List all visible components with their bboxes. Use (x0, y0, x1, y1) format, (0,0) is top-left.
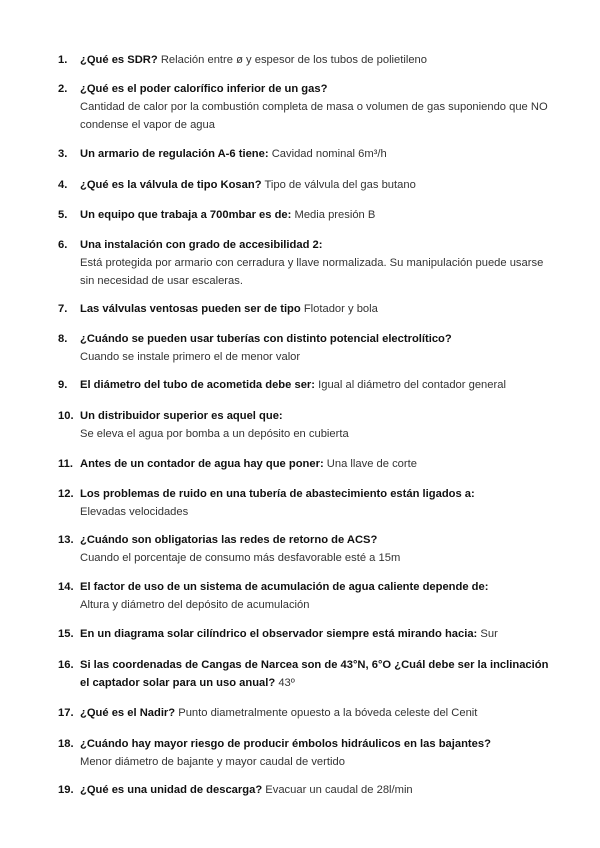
question-number: 1. (58, 54, 68, 66)
question-number: 18. (58, 738, 74, 750)
answer-text: Está protegida por armario con cerradura y llave normalizada. Su manipulación puede usarse sin necesidad de usar escaleras. (80, 257, 544, 287)
question-number: 9. (58, 379, 68, 391)
question-item (58, 735, 558, 771)
question-number: 10. (58, 410, 74, 422)
question-text: ¿Cuándo son obligatorias las redes de retorno de ACS? (80, 534, 378, 546)
question-text: Antes de un contador de agua hay que poner: (80, 458, 324, 470)
question-text: Un distribuidor superior es aquel que: (80, 410, 283, 422)
question-number: 4. (58, 179, 68, 191)
question-item (58, 704, 558, 722)
question-text: ¿Cuándo se pueden usar tuberías con distinto potencial electrolítico? (80, 333, 452, 345)
answer-text: Cavidad nominal 6m³/h (271, 148, 387, 160)
answer-text: Cuando el porcentaje de consumo más desfavorable esté a 15m (80, 552, 401, 564)
answer-text: Flotador y bola (303, 303, 378, 315)
question-text: Un armario de regulación A-6 tiene: (80, 148, 269, 160)
answer-text: Cuando se instale primero el de menor valor (80, 351, 301, 363)
question-number: 15. (58, 628, 74, 640)
question-text: El factor de uso de un sistema de acumulación de agua caliente depende de: (80, 581, 489, 593)
question-number: 2. (58, 83, 68, 95)
question-item (58, 455, 558, 473)
question-item (58, 176, 558, 194)
answer-text: 43º (278, 677, 295, 689)
question-text: Una instalación con grado de accesibilidad 2: (80, 239, 323, 251)
answer-text: Sur (480, 628, 498, 640)
question-item (58, 80, 558, 134)
answer-text: Media presión B (294, 209, 376, 221)
question-item (58, 407, 558, 443)
question-number: 6. (58, 239, 68, 251)
question-item (58, 531, 558, 567)
question-item (58, 145, 558, 163)
question-item (58, 51, 558, 69)
question-number: 3. (58, 148, 68, 160)
question-text: ¿Qué es la válvula de tipo Kosan? (80, 179, 262, 191)
answer-text: Evacuar un caudal de 28l/min (265, 784, 413, 796)
question-number: 11. (58, 458, 73, 470)
answer-text: Una llave de corte (326, 458, 417, 470)
question-number: 8. (58, 333, 68, 345)
question-text: ¿Qué es SDR? (80, 54, 158, 66)
answer-text: Se eleva el agua por bomba a un depósito en cubierta (80, 428, 349, 440)
question-text: El diámetro del tubo de acometida debe ser: (80, 379, 315, 391)
question-text: Un equipo que trabaja a 700mbar es de: (80, 209, 292, 221)
answer-text: Menor diámetro de bajante y mayor caudal de vertido (80, 756, 345, 768)
question-item (58, 330, 558, 366)
question-item (58, 206, 558, 224)
question-item (58, 781, 558, 799)
answer-text: Punto diametralmente opuesto a la bóveda celeste del Cenit (178, 707, 478, 719)
question-item (58, 485, 558, 521)
answer-text: Cantidad de calor por la combustión completa de masa o volumen de gas suponiendo que NO condense el vapor de agua (80, 101, 548, 131)
question-item (58, 376, 558, 394)
question-item (58, 578, 558, 614)
answer-text: Igual al diámetro del contador general (318, 379, 506, 391)
question-text: ¿Cuándo hay mayor riesgo de producir émbolos hidráulicos en las bajantes? (80, 738, 491, 750)
question-number: 7. (58, 303, 68, 315)
question-number: 12. (58, 488, 74, 500)
question-text: ¿Qué es el Nadir? (80, 707, 176, 719)
question-number: 17. (58, 707, 74, 719)
question-text: ¿Qué es el poder calorífico inferior de un gas? (80, 83, 328, 95)
question-item (58, 300, 558, 318)
answer-text: Altura y diámetro del depósito de acumulación (80, 599, 310, 611)
question-item (58, 625, 558, 643)
question-number: 13. (58, 534, 74, 546)
question-number: 14. (58, 581, 74, 593)
question-number: 5. (58, 209, 68, 221)
answer-text: Elevadas velocidades (80, 506, 189, 518)
question-number: 16. (58, 659, 74, 671)
question-text: Las válvulas ventosas pueden ser de tipo (80, 303, 301, 315)
question-text: Si las coordenadas de Cangas de Narcea son de 43°N, 6°O ¿Cuál debe ser la inclinación el captador solar para un uso anual? (80, 659, 549, 689)
question-item (58, 236, 558, 290)
question-text: ¿Qué es una unidad de descarga? (80, 784, 263, 796)
question-number: 19. (58, 784, 74, 796)
question-text: Los problemas de ruido en una tubería de abastecimiento están ligados a: (80, 488, 475, 500)
question-item (58, 656, 558, 692)
answer-text: Tipo de válvula del gas butano (264, 179, 416, 191)
answer-text: Relación entre ø y espesor de los tubos de polietileno (160, 54, 428, 66)
question-text: En un diagrama solar cilíndrico el observador siempre está mirando hacia: (80, 628, 478, 640)
